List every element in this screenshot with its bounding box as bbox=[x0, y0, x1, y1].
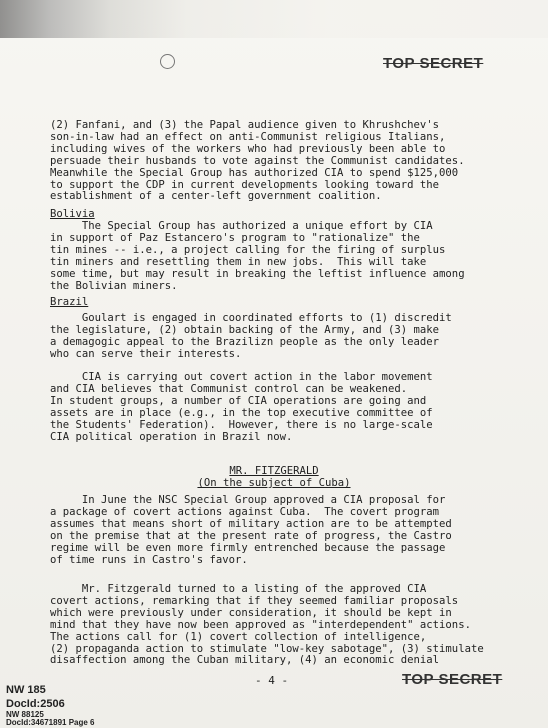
punch-hole bbox=[160, 54, 175, 69]
speaker-heading: MR. FITZGERALD bbox=[229, 465, 319, 477]
speaker-subheading: (On the subject of Cuba) bbox=[197, 477, 351, 489]
footer-docid: DocId:2506 bbox=[6, 698, 65, 710]
scan-shadow bbox=[0, 0, 548, 38]
paragraph-cuba-2: Mr. Fitzgerald turned to a listing of the approved CIA covert actions, remarking that if they seemed familiar proposals which were previously under consideration, it should be kept in mind that they have now been approved as "interdependent" actions. The actions call for (1) covert collection of intelligence, (2) propaganda action to stimulate "low-key sabotage", (3) stimulate disaffection among the Cuban military, (4) an economic denial bbox=[50, 583, 484, 667]
classification-stamp-top: TOP SECRET bbox=[383, 55, 484, 72]
footer-nw-overlay: NW 88125 bbox=[6, 710, 44, 719]
page-number: - 4 - bbox=[255, 674, 289, 687]
heading-brazil: Brazil bbox=[50, 296, 89, 308]
paragraph-italy: (2) Fanfani, and (3) the Papal audience given to Khrushchev's son-in-law had an effect on anti-Communist religious Italians, including wives of the workers who had previously been able to persuade their husbands to vote against the Communist candidates. Meanwhile the Special Group has authorized CIA to spend $125,000 to support the CDP in current developments looking toward the establishment of a center-left government coalition. bbox=[50, 119, 465, 203]
paragraph-cuba-1: In June the NSC Special Group approved a CIA proposal for a package of covert actions against Cuba. The covert program assumes that means short of military action are to be attempted on the premise that at the present rate of progress, the Castro regime will be even more firmly entrenched because the passage of time runs in Castro's favor. bbox=[50, 494, 452, 566]
classification-stamp-bottom: TOP SECRET bbox=[402, 671, 503, 688]
footer-docid-page: DocId:34671891 Page 6 bbox=[6, 718, 95, 727]
footer-nw: NW 185 bbox=[6, 684, 46, 696]
paragraph-bolivia: The Special Group has authorized a unique effort by CIA in support of Paz Estancero's program to "rationalize" the tin mines -- i.e., a project calling for the firing of surplus tin miners and resettling them in new jobs. This will take some time, but may result in breaking the leftist influence among the Bolivian miners. bbox=[50, 220, 465, 292]
heading-bolivia: Bolivia bbox=[50, 208, 95, 220]
paragraph-brazil-2: CIA is carrying out covert action in the labor movement and CIA believes that Communist control can be weakened. In student groups, a number of CIA operations are going and assets are in place (e.g., in the top executive committee of the Students' Federation). However, there is no large-scale CIA political operation in Brazil now. bbox=[50, 371, 433, 443]
paragraph-brazil-1: Goulart is engaged in coordinated efforts to (1) discredit the legislature, (2) obtain backing of the Army, and (3) make a demagogic appeal to the Brazilizn people as the only leader who can serve their interests. bbox=[50, 312, 452, 360]
